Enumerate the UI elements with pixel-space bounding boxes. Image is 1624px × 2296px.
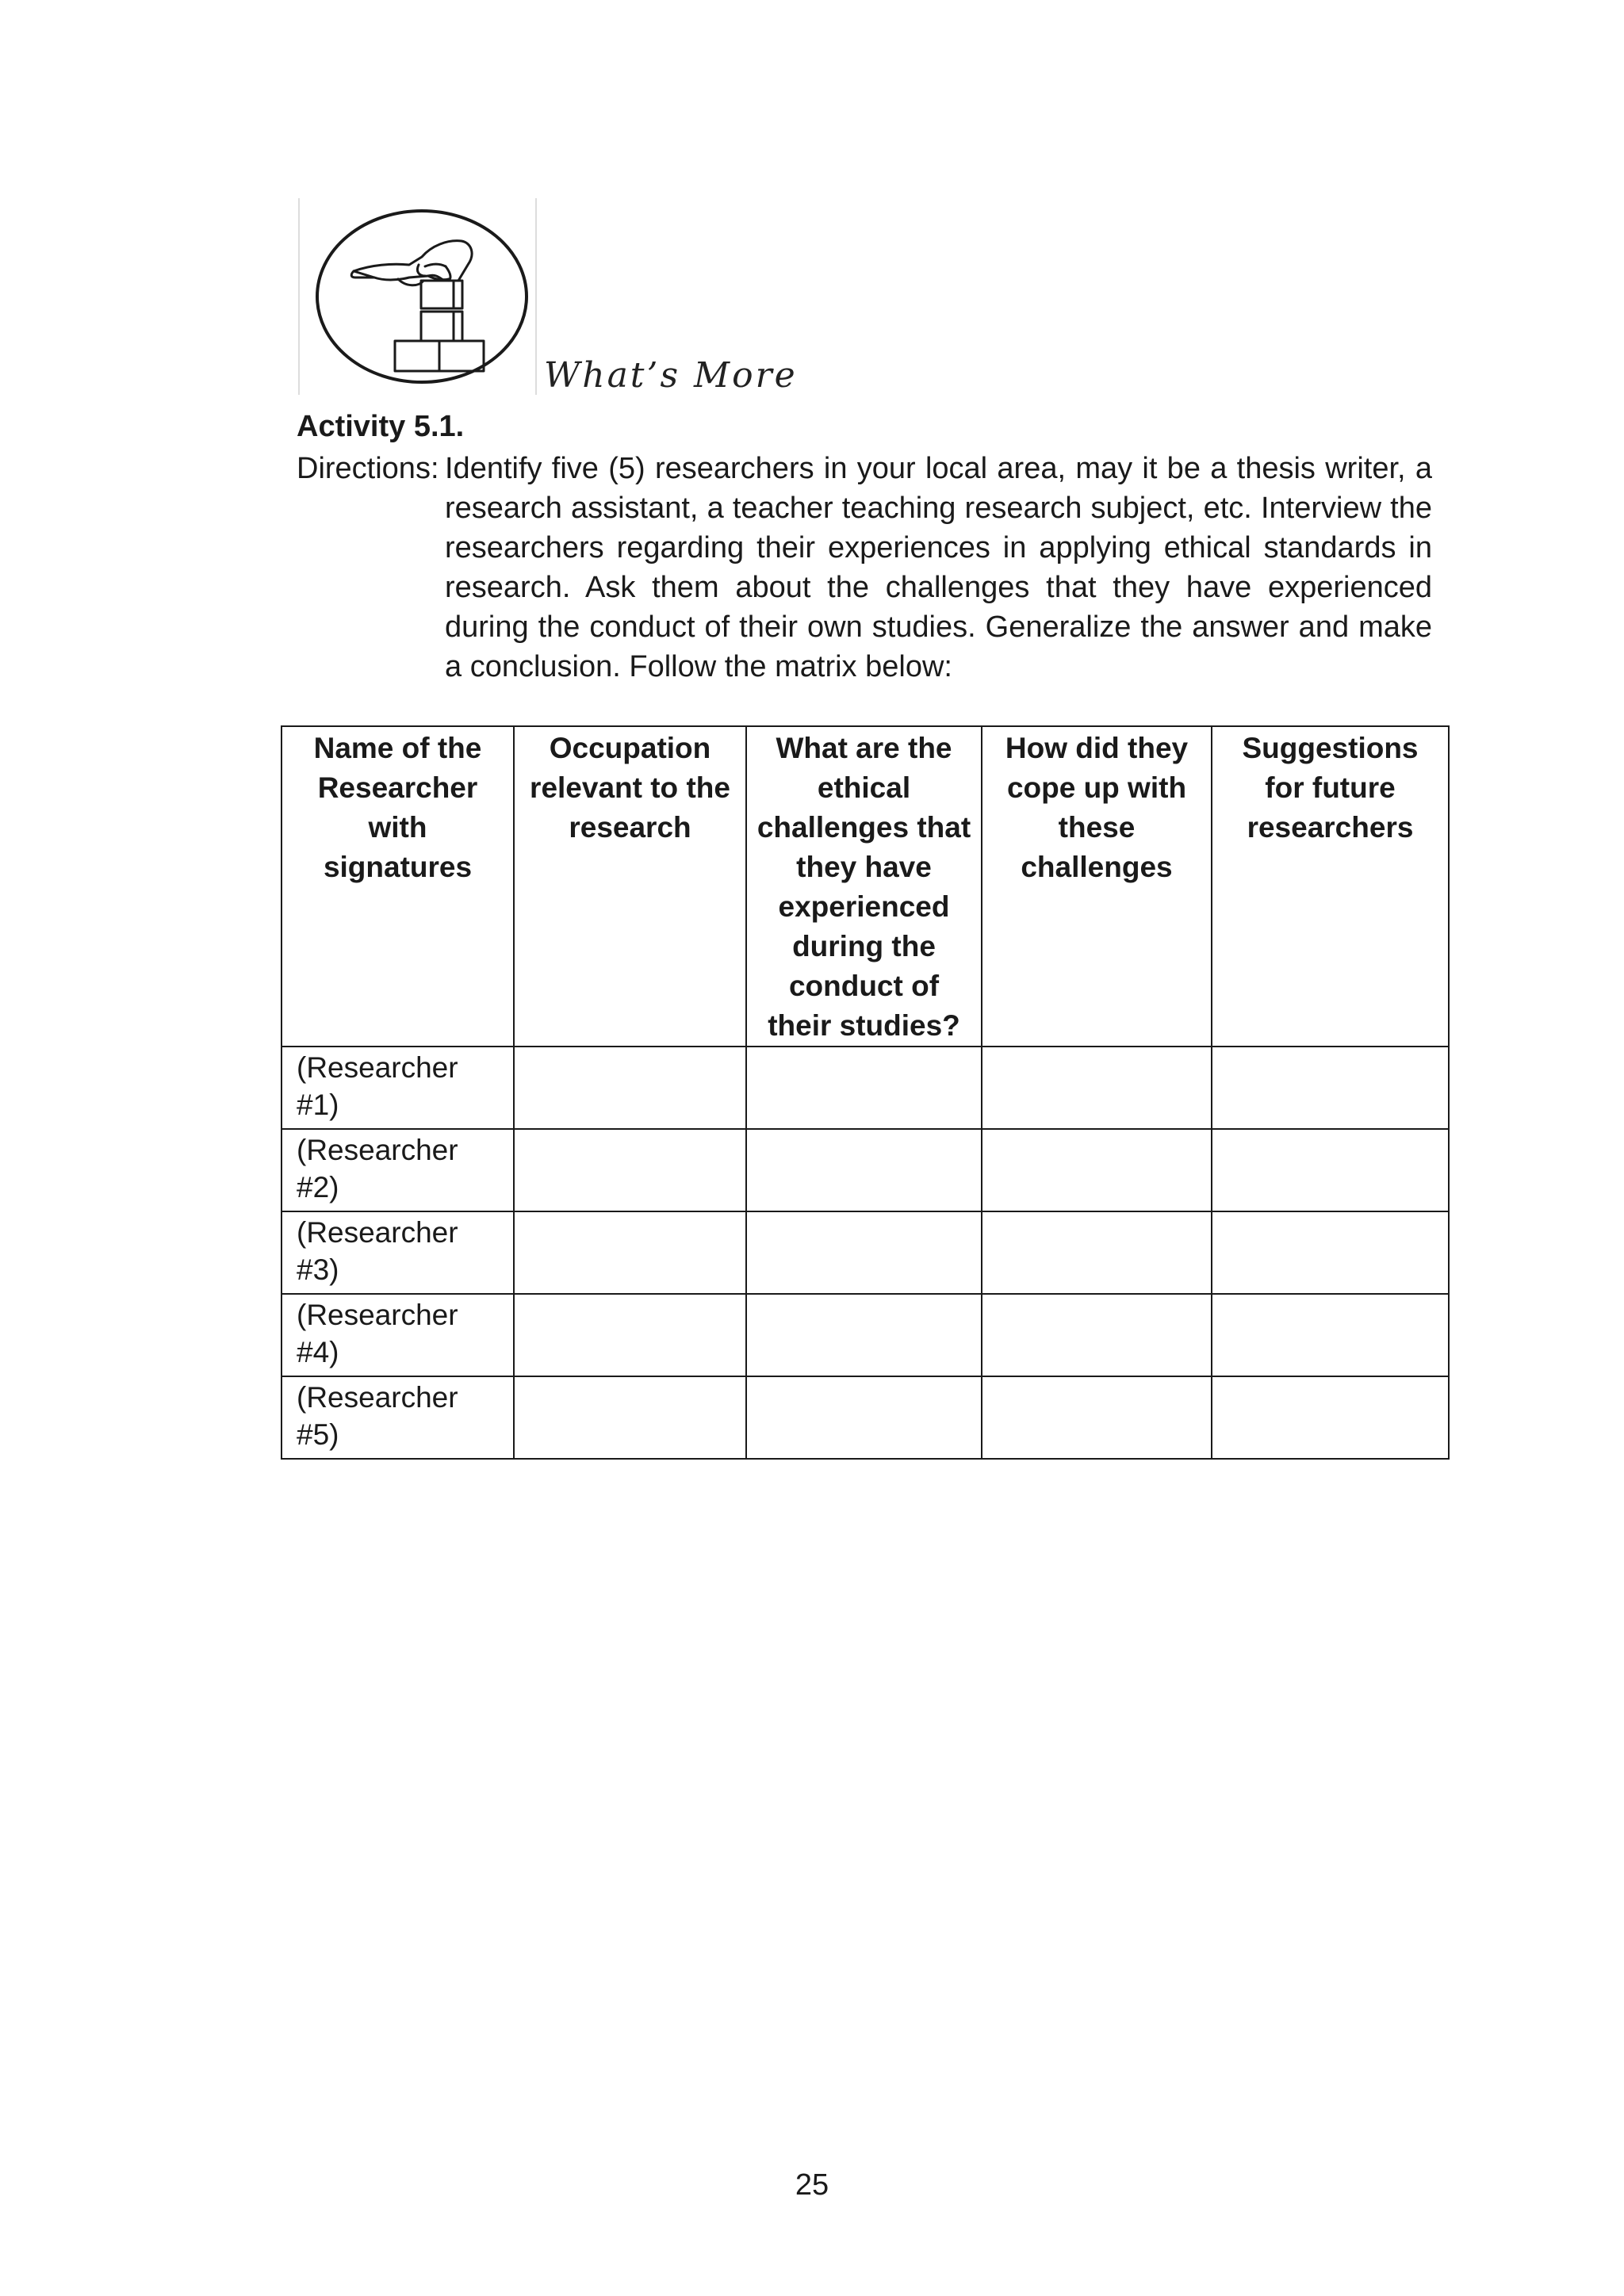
challenges-cell — [746, 1294, 982, 1376]
coping-cell — [982, 1047, 1212, 1129]
coping-cell — [982, 1294, 1212, 1376]
suggestions-cell — [1212, 1129, 1449, 1211]
research-matrix-table — [281, 725, 1450, 1460]
suggestions-cell — [1212, 1294, 1449, 1376]
header-suggestions: Suggestions for future researchers — [1212, 726, 1449, 1047]
directions-text: Identify five (5) researchers in your local area, may it be a thesis writer, a research assistant, a teacher teaching research subject, etc. Interview the researchers regarding their experiences in applying ethical standards in research. Ask them about the challenges that they have experienced during the conduct of their own studies. Generalize the answer and make a conclusion. Follow the matrix below: — [445, 452, 1432, 683]
researcher-cell: (Researcher #3) — [282, 1211, 514, 1294]
challenges-cell — [746, 1129, 982, 1211]
header-ethical-challenges: What are the ethical challenges that they have experienced during the conduct of their studies? — [746, 726, 982, 1047]
researcher-cell: (Researcher #1) — [282, 1047, 514, 1129]
table-row — [282, 1376, 1449, 1459]
coping-cell — [982, 1129, 1212, 1211]
table-row — [282, 1294, 1449, 1376]
activity-title: Activity 5.1. — [297, 410, 465, 443]
occupation-cell — [514, 1294, 746, 1376]
researcher-cell: (Researcher #4) — [282, 1294, 514, 1376]
directions — [297, 449, 1432, 687]
coping-cell — [982, 1376, 1212, 1459]
table-row — [282, 1211, 1449, 1294]
header-occupation: Occupation relevant to the research — [514, 726, 746, 1047]
suggestions-cell — [1212, 1376, 1449, 1459]
challenges-cell — [746, 1047, 982, 1129]
header-coping: How did they cope up with these challenges — [982, 726, 1212, 1047]
hand-stacking-blocks-icon — [298, 198, 538, 395]
table-row — [282, 1047, 1449, 1129]
directions-label: Directions: — [297, 452, 439, 485]
suggestions-cell — [1212, 1047, 1449, 1129]
challenges-cell — [746, 1376, 982, 1459]
table-row — [282, 1129, 1449, 1211]
page-number: 25 — [795, 2168, 829, 2202]
occupation-cell — [514, 1376, 746, 1459]
researcher-cell: (Researcher #2) — [282, 1129, 514, 1211]
table-header-row — [282, 726, 1449, 1047]
occupation-cell — [514, 1211, 746, 1294]
challenges-cell — [746, 1211, 982, 1294]
coping-cell — [982, 1211, 1212, 1294]
occupation-cell — [514, 1129, 746, 1211]
researcher-cell: (Researcher #5) — [282, 1376, 514, 1459]
suggestions-cell — [1212, 1211, 1449, 1294]
section-title: What’s More — [544, 355, 798, 396]
header-researcher-name: Name of the Researcher with signatures — [282, 726, 514, 1047]
occupation-cell — [514, 1047, 746, 1129]
